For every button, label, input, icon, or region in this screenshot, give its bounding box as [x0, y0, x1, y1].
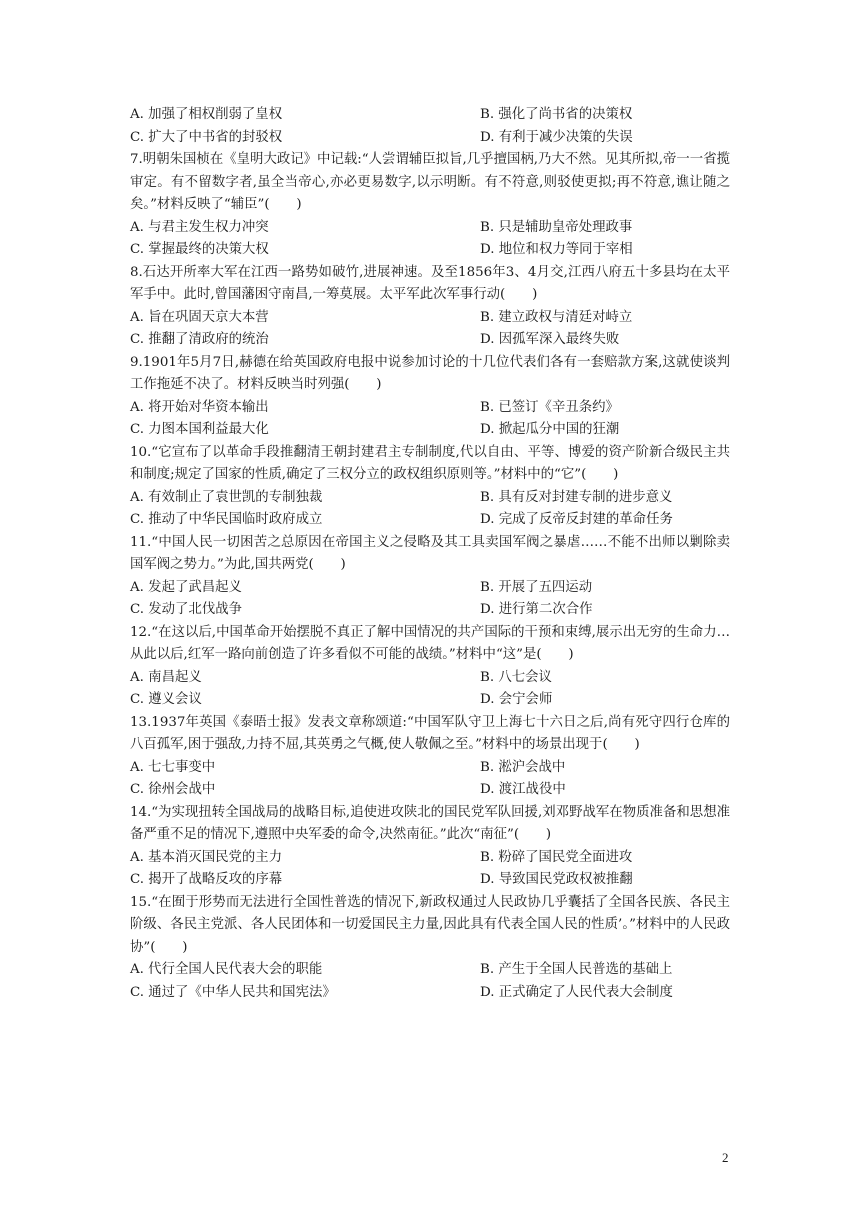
question-6-options: [130, 104, 730, 149]
question-stem: 9.1901年5月7日,赫德在给英国政府电报中说参加讨论的十几位代表们各有一套赔款方案,这就使谈判工作拖延不决了。材料反映当时列强( ): [130, 354, 730, 392]
option-b: B. 只是辅助皇帝处理政事: [480, 219, 633, 235]
option-c: C. 力图本国利益最大化: [130, 422, 269, 437]
option-row: [130, 397, 730, 420]
exam-content: [130, 104, 730, 1004]
option-b: B. 建立政权与清廷对峙立: [480, 309, 633, 325]
option-b: B. 粉碎了国民党全面进攻: [480, 849, 633, 865]
option-a: A. 七七事变中: [130, 759, 216, 775]
option-d: D. 进行第二次合作: [480, 602, 593, 617]
option-a: A. 旨在巩固天京大本营: [130, 309, 269, 325]
question-15: [130, 892, 730, 1005]
option-row: [130, 104, 730, 127]
option-d: D. 渡江战役中: [480, 782, 566, 797]
option-b: B. 产生于全国人民普选的基础上: [480, 962, 673, 977]
option-row: [130, 982, 730, 1005]
option-c: C. 推动了中华民国临时政府成立: [130, 512, 323, 527]
option-a: A. 南昌起义: [130, 669, 202, 685]
option-row: [130, 757, 730, 780]
option-d: D. 掀起瓜分中国的狂潮: [480, 422, 620, 437]
question-stem: 14.“为实现扭转全国战局的战略目标,追使进攻陕北的国民党军队回援,刘邓野战军在物质准备和思想准备严重不足的情况下,遵照中央军委的命令,决然南征。”此次“南征”( ): [130, 804, 730, 842]
option-c: C. 遵义会议: [130, 692, 202, 707]
option-c: C. 通过了《中华人民共和国宪法》: [130, 984, 336, 1000]
option-a: A. 基本消灭国民党的主力: [130, 849, 283, 865]
option-d: D. 正式确定了人民代表大会制度: [480, 984, 673, 1000]
option-row: [130, 419, 730, 442]
option-row: [130, 959, 730, 982]
question-7: [130, 149, 730, 262]
question-stem: 15.“在囿于形势而无法进行全国性普选的情况下,新政权通过人民政协几乎囊括了全国各民族、各民主阶级、各民主党派、各人民团体和一切爱国民主力量,因此具有代表全国人民的性质’。”材料中的人民政协”( ): [130, 894, 730, 955]
option-row: [130, 329, 730, 352]
option-row: [130, 667, 730, 690]
option-c: C. 扩大了中书省的封驳权: [130, 129, 283, 145]
option-row: [130, 239, 730, 262]
question-stem: 11.“中国人民一切困苦之总原因在帝国主义之侵略及其工具卖国军阀之暴虐……不能不出师以剿除卖国军阀之势力。”为此,国共两党( ): [130, 534, 730, 572]
question-stem: 8.石达开所率大军在江西一路势如破竹,进展神速。及至1856年3、4月交,江西八府五十多县均在太平军手中。此时,曾国藩困守南昌,一筹莫展。太平军此次军事行动( ): [130, 264, 730, 302]
option-c: C. 发动了北伐战争: [130, 602, 243, 617]
question-14: [130, 802, 730, 892]
question-10: [130, 442, 730, 532]
option-b: B. 已签订《辛丑条约》: [480, 399, 619, 415]
question-13: [130, 712, 730, 802]
option-a: A. 有效制止了袁世凯的专制独裁: [130, 489, 323, 505]
option-d: D. 有利于减少决策的失误: [480, 129, 633, 145]
option-row: [130, 577, 730, 600]
option-b: B. 具有反对封建专制的进步意义: [480, 489, 673, 505]
option-a: A. 发起了武昌起义: [130, 579, 242, 595]
option-d: D. 地位和权力等同于宰相: [480, 242, 633, 257]
option-row: [130, 127, 730, 150]
option-row: [130, 847, 730, 870]
option-row: [130, 869, 730, 892]
option-c: C. 徐州会战中: [130, 782, 216, 797]
question-stem: 13.1937年英国《泰晤士报》发表文章称颂道:“中国军队守卫上海七十六日之后,尚有死守四行仓库的八百孤军,困于强敌,力持不屈,其英勇之气概,使人敬佩之至。”材料中的场景出现于( ): [130, 714, 730, 752]
option-a: A. 加强了相权削弱了皇权: [130, 107, 283, 122]
option-b: B. 八七会议: [480, 669, 552, 685]
option-row: [130, 689, 730, 712]
question-12: [130, 622, 730, 712]
option-a: A. 代行全国人民代表大会的职能: [130, 962, 323, 977]
option-d: D. 导致国民党政权被推翻: [480, 872, 633, 887]
option-d: D. 完成了反帝反封建的革命任务: [480, 512, 673, 527]
option-c: C. 揭开了战略反攻的序幕: [130, 872, 283, 887]
option-a: A. 将开始对华资本输出: [130, 399, 269, 415]
question-8: [130, 262, 730, 352]
question-stem: 10.“它宣布了以革命手段推翻清王朝封建君主专制制度,代以自由、平等、博爱的资产阶新合级民主共和制度;规定了国家的性质,确定了三权分立的政权组织原则等。”材料中的“它”( ): [130, 444, 730, 482]
question-stem: 12.“在这以后,中国革命开始摆脱不真正了解中国情况的共产国际的干预和束缚,展示出无穷的生命力…从此以后,红军一路向前创造了许多看似不可能的战绩。”材料中“这”是( ): [130, 624, 730, 662]
option-d: D. 因孤军深入最终失败: [480, 332, 620, 347]
option-row: [130, 307, 730, 330]
option-a: A. 与君主发生权力冲突: [130, 219, 269, 235]
question-stem: 7.明朝朱国桢在《皇明大政记》中记载:“人尝谓辅臣拟旨,几乎擅国柄,乃大不然。见其所拟,帝一一省揽审定。有不留数字者,虽全当帝心,亦必更易数字,以示明断。有不符意,则驳使更拟;再不符意,谯让随之矣。”材料反映了“辅臣”( ): [130, 152, 730, 212]
option-row: [130, 487, 730, 510]
option-row: [130, 509, 730, 532]
question-9: [130, 352, 730, 442]
option-d: D. 会宁会师: [480, 692, 553, 707]
option-b: B. 强化了尚书省的决策权: [480, 107, 633, 122]
option-c: C. 掌握最终的决策大权: [130, 242, 269, 257]
option-c: C. 推翻了清政府的统治: [130, 332, 269, 347]
option-b: B. 开展了五四运动: [480, 579, 593, 595]
option-row: [130, 217, 730, 240]
option-row: [130, 599, 730, 622]
question-11: [130, 532, 730, 622]
option-b: B. 淞沪会战中: [480, 759, 566, 775]
option-row: [130, 779, 730, 802]
page-number: 2: [722, 1150, 729, 1165]
